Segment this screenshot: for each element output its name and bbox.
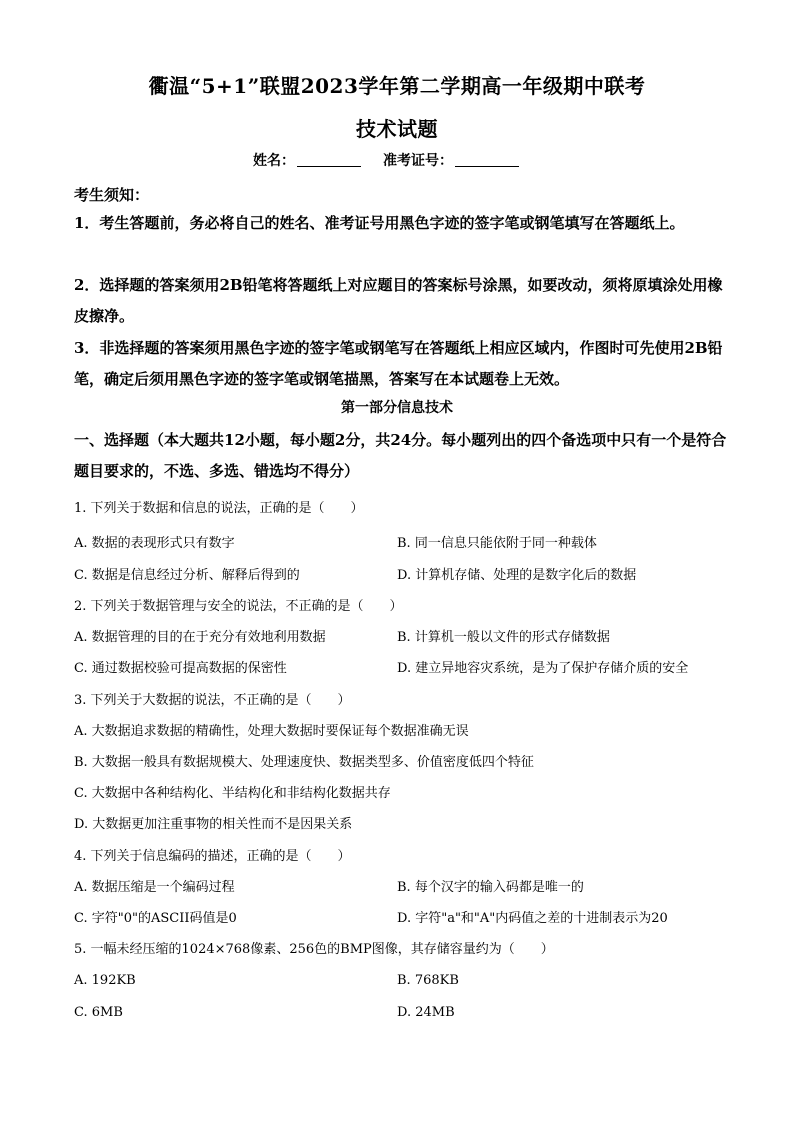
question-stem: 4. 下列关于信息编码的描述，正确的是（ ）	[74, 849, 351, 864]
question-option: B. 768KB	[397, 973, 459, 988]
question-option: A. 数据管理的目的在于充分有效地利用数据	[74, 630, 326, 645]
question-stem: 5. 一幅未经压缩的1024×768像素、256色的BMP图像，其存储容量约为（ ）	[74, 942, 554, 957]
section-heading: 一、选择题（本大题共12小题，每小题2分，共24分。每小题列出的四个备选项中只有一个是符合题目要求的，不选、多选、错选均不得分）	[74, 431, 727, 480]
exam-title: 衢温“5+1”联盟2023学年第二学期高一年级期中联考	[148, 74, 646, 98]
notice-item-3: 3．非选择题的答案须用黑色字迹的签字笔或钢笔写在答题纸上相应区域内，作图时可先使用2B铅笔，确定后须用黑色字迹的签字笔或钢笔描黑，答案写在本试题卷上无效。	[74, 339, 723, 388]
name-blank	[297, 152, 361, 167]
notice-item-2: 2．选择题的答案须用2B铅笔将答题纸上对应题目的答案标号涂黑，如要改动，须将原填涂处用橡皮擦净。	[74, 276, 723, 325]
question-stem: 3. 下列关于大数据的说法，不正确的是（ ）	[74, 693, 351, 708]
question-option: B. 同一信息只能依附于同一种载体	[397, 536, 597, 551]
part-title: 第一部分信息技术	[341, 400, 453, 416]
question-option: C. 6MB	[74, 1005, 123, 1020]
question-option: C. 大数据中各种结构化、半结构化和非结构化数据共存	[74, 786, 391, 801]
notice-heading: 考生须知：	[74, 186, 150, 204]
question-option: D. 大数据更加注重事物的相关性而不是因果关系	[74, 817, 353, 832]
question-option: D. 字符"a"和"A"内码值之差的十进制表示为20	[397, 911, 668, 926]
question-option: A. 数据压缩是一个编码过程	[74, 880, 235, 895]
question-option: D. 计算机存储、处理的是数字化后的数据	[397, 568, 637, 583]
name-label: 姓名：	[253, 153, 295, 169]
question-option: C. 字符"0"的ASCII码值是0	[74, 911, 237, 926]
exam-id-label: 准考证号：	[383, 153, 453, 169]
notice-item-1: 1．考生答题前，务必将自己的姓名、准考证号用黑色字迹的签字笔或钢笔填写在答题纸上。	[74, 214, 685, 232]
question-option: D. 24MB	[397, 1005, 455, 1020]
question-option: B. 每个汉字的输入码都是唯一的	[397, 880, 584, 895]
question-option: B. 计算机一般以文件的形式存储数据	[397, 630, 610, 645]
question-option: B. 大数据一般具有数据规模大、处理速度快、数据类型多、价值密度低四个特征	[74, 755, 534, 770]
question-stem: 2. 下列关于数据管理与安全的说法，不正确的是（ ）	[74, 599, 403, 614]
question-option: D. 建立异地容灾系统，是为了保护存储介质的安全	[397, 661, 689, 676]
candidate-info	[0, 150, 794, 170]
question-option: C. 数据是信息经过分析、解释后得到的	[74, 568, 300, 583]
question-option: A. 192KB	[74, 973, 136, 988]
question-option: A. 大数据追求数据的精确性，处理大数据时要保证每个数据准确无误	[74, 724, 469, 739]
question-option: A. 数据的表现形式只有数字	[74, 536, 235, 551]
question-option: C. 通过数据校验可提高数据的保密性	[74, 661, 287, 676]
exam-subtitle: 技术试题	[356, 117, 438, 141]
exam-id-blank	[455, 152, 519, 167]
question-stem: 1. 下列关于数据和信息的说法，正确的是（ ）	[74, 501, 364, 516]
